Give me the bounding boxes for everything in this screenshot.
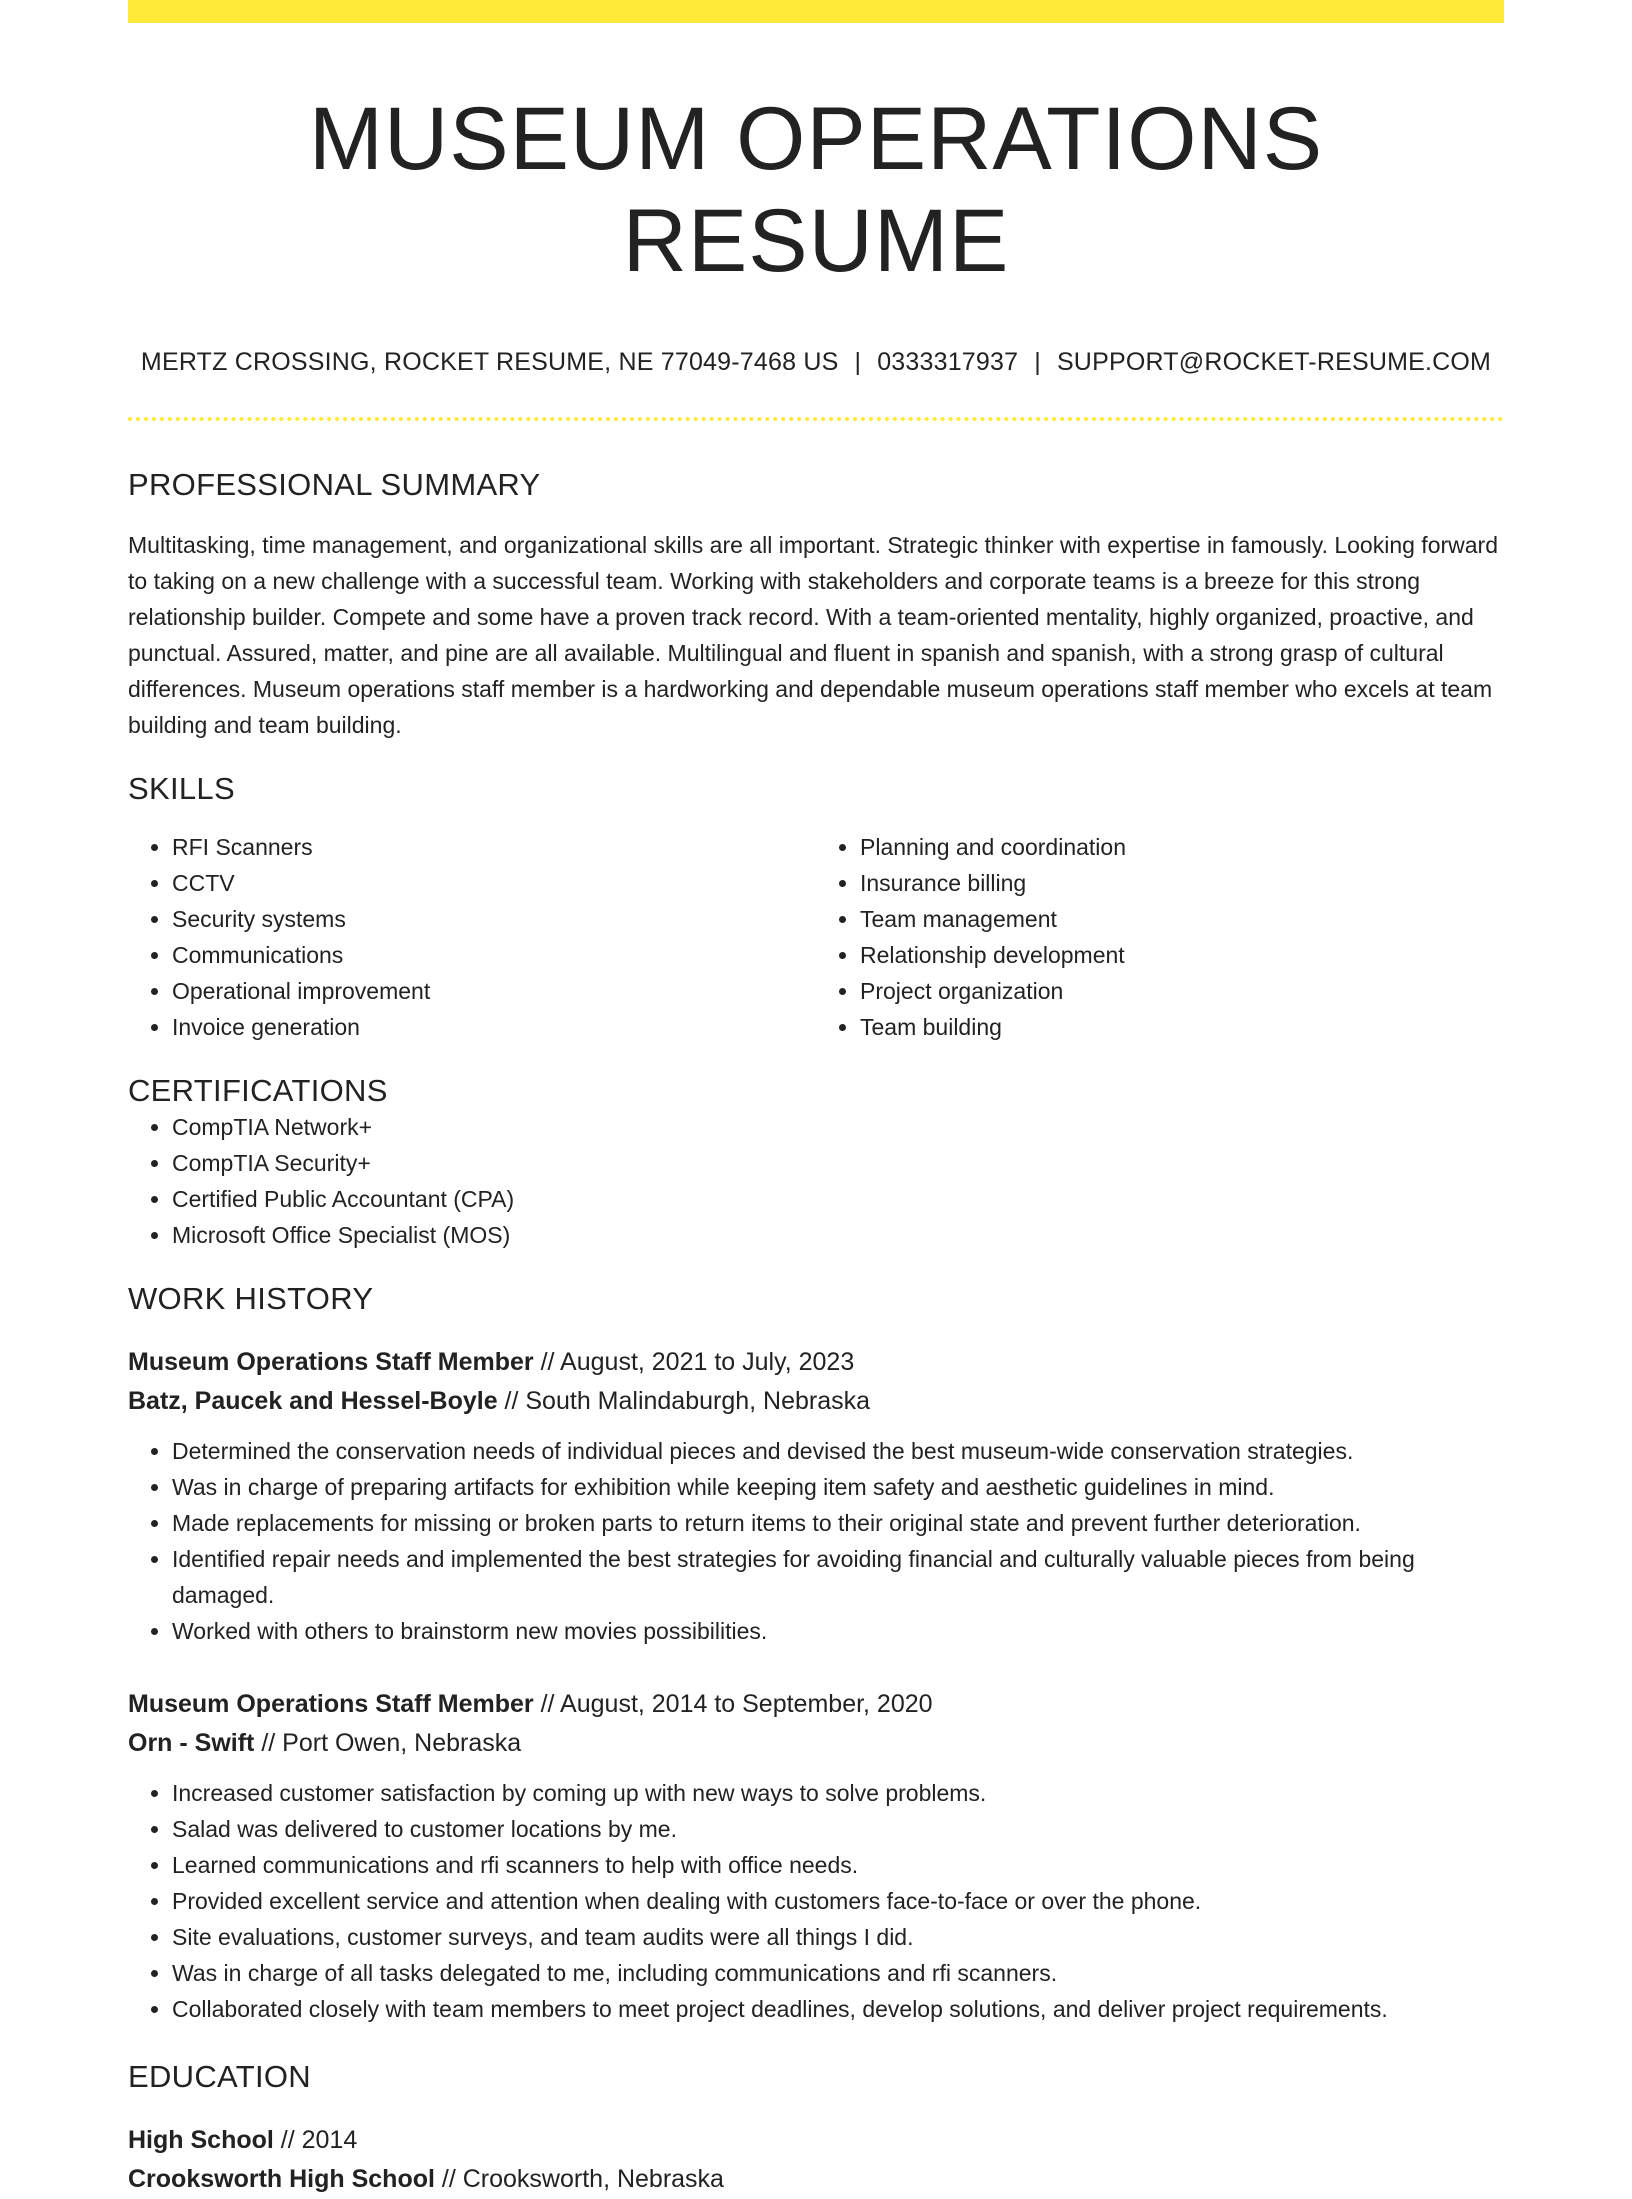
resume-page: [128, 0, 1504, 2199]
job-entry: [128, 1343, 1504, 1649]
skills-list-right: [816, 829, 1504, 1045]
skills-columns: [128, 829, 1504, 1045]
job-dates: // August, 2014 to September, 2020: [540, 1689, 933, 1718]
skill-item: • Team management: [860, 901, 1504, 937]
skill-item: • Security systems: [172, 901, 816, 937]
education-degree: High School: [128, 2125, 274, 2154]
section-title-education: EDUCATION: [128, 2058, 311, 2094]
job-role-line: [128, 1343, 1504, 1382]
job-bullet: • Determined the conservation needs of individual pieces and devised the best museum-wide conservation strategies.: [172, 1433, 1504, 1469]
education-entry: [128, 2121, 1504, 2199]
contact-phone: 0333317937: [877, 347, 1019, 376]
education-location: // Crooksworth, Nebraska: [441, 2164, 724, 2193]
job-dates: // August, 2021 to July, 2023: [540, 1347, 855, 1376]
skill-item: • CCTV: [172, 865, 816, 901]
contact-separator: |: [854, 347, 862, 376]
job-bullet: • Identified repair needs and implemented the best strategies for avoiding financial and culturally valuable pieces from being damaged.: [172, 1541, 1504, 1613]
resume-title: MUSEUM OPERATIONS RESUME: [308, 88, 1324, 291]
certification-item: • Certified Public Accountant (CPA): [172, 1181, 1504, 1217]
job-bullet: • Increased customer satisfaction by coming up with new ways to solve problems.: [172, 1775, 1504, 1811]
job-bullets: [128, 1775, 1504, 2027]
summary-text: Multitasking, time management, and organizational skills are all important. Strategic thinker with expertise in famously. Looking forward to taking on a new challenge with a successful team. Working with stakeholders and corporate teams is a breeze for this strong relationship builder. Compete and some have a proven track record. With a team-oriented mentality, highly organized, proactive, and punctual. Assured, matter, and pine are all available. Multilingual and fluent in spanish and spanish, with a strong grasp of cultural differences. Museum operations staff member is a hardworking and dependable museum operations staff member who excels at team building and team building.: [128, 531, 1498, 738]
skill-item: • Insurance billing: [860, 865, 1504, 901]
education-year: // 2014: [280, 2125, 358, 2154]
job-bullet: • Salad was delivered to customer locations by me.: [172, 1811, 1504, 1847]
job-bullets: [128, 1433, 1504, 1649]
skill-item: • Operational improvement: [172, 973, 816, 1009]
header-divider: [128, 417, 1504, 421]
certification-item: • CompTIA Network+: [172, 1109, 1504, 1145]
education-degree-line: [128, 2121, 1504, 2160]
education-school: Crooksworth High School: [128, 2164, 435, 2193]
job-location: // Port Owen, Nebraska: [261, 1728, 522, 1757]
skill-item: • Project organization: [860, 973, 1504, 1009]
job-company-line: [128, 1382, 1504, 1421]
job-bullet: • Learned communications and rfi scanners to help with office needs.: [172, 1847, 1504, 1883]
contact-email: SUPPORT@ROCKET-RESUME.COM: [1056, 347, 1492, 376]
job-company: Batz, Paucek and Hessel-Boyle: [128, 1386, 498, 1415]
job-bullet: • Collaborated closely with team members to meet project deadlines, develop solutions, and deliver project requirements.: [172, 1991, 1504, 2027]
skill-item: • Planning and coordination: [860, 829, 1504, 865]
accent-top-bar: [128, 0, 1504, 23]
skill-item: • Communications: [172, 937, 816, 973]
certification-item: • Microsoft Office Specialist (MOS): [172, 1217, 1504, 1253]
certifications-list: [128, 1109, 1504, 1253]
section-title-certifications: CERTIFICATIONS: [128, 1072, 388, 1108]
job-bullet: • Was in charge of preparing artifacts for exhibition while keeping item safety and aesthetic guidelines in mind.: [172, 1469, 1504, 1505]
job-role-line: [128, 1685, 1504, 1724]
skills-list-left: [128, 829, 816, 1045]
certification-item: • CompTIA Security+: [172, 1145, 1504, 1181]
skill-item: • Team building: [860, 1009, 1504, 1045]
section-title-skills: SKILLS: [128, 770, 235, 806]
skill-item: • Invoice generation: [172, 1009, 816, 1045]
job-bullet: • Site evaluations, customer surveys, and team audits were all things I did.: [172, 1919, 1504, 1955]
job-location: // South Malindaburgh, Nebraska: [504, 1386, 871, 1415]
job-bullet: • Was in charge of all tasks delegated to me, including communications and rfi scanners.: [172, 1955, 1504, 1991]
section-title-work-history: WORK HISTORY: [128, 1280, 374, 1316]
contact-separator: |: [1034, 347, 1041, 376]
section-title-summary: PROFESSIONAL SUMMARY: [128, 466, 541, 502]
skill-item: • Relationship development: [860, 937, 1504, 973]
job-role: Museum Operations Staff Member: [128, 1689, 534, 1718]
contact-address: MERTZ CROSSING, ROCKET RESUME, NE 77049-7468 US: [140, 347, 839, 376]
job-bullet: • Provided excellent service and attention when dealing with customers face-to-face or over the phone.: [172, 1883, 1504, 1919]
job-company-line: [128, 1724, 1504, 1763]
job-bullet: • Worked with others to brainstorm new movies possibilities.: [172, 1613, 1504, 1649]
job-role: Museum Operations Staff Member: [128, 1347, 534, 1376]
skill-item: • RFI Scanners: [172, 829, 816, 865]
job-company: Orn - Swift: [128, 1728, 255, 1757]
education-school-line: [128, 2160, 1504, 2199]
job-bullet: • Made replacements for missing or broken parts to return items to their original state and prevent further deterioration.: [172, 1505, 1504, 1541]
job-entry: [128, 1685, 1504, 2027]
contact-line: [128, 348, 1504, 377]
